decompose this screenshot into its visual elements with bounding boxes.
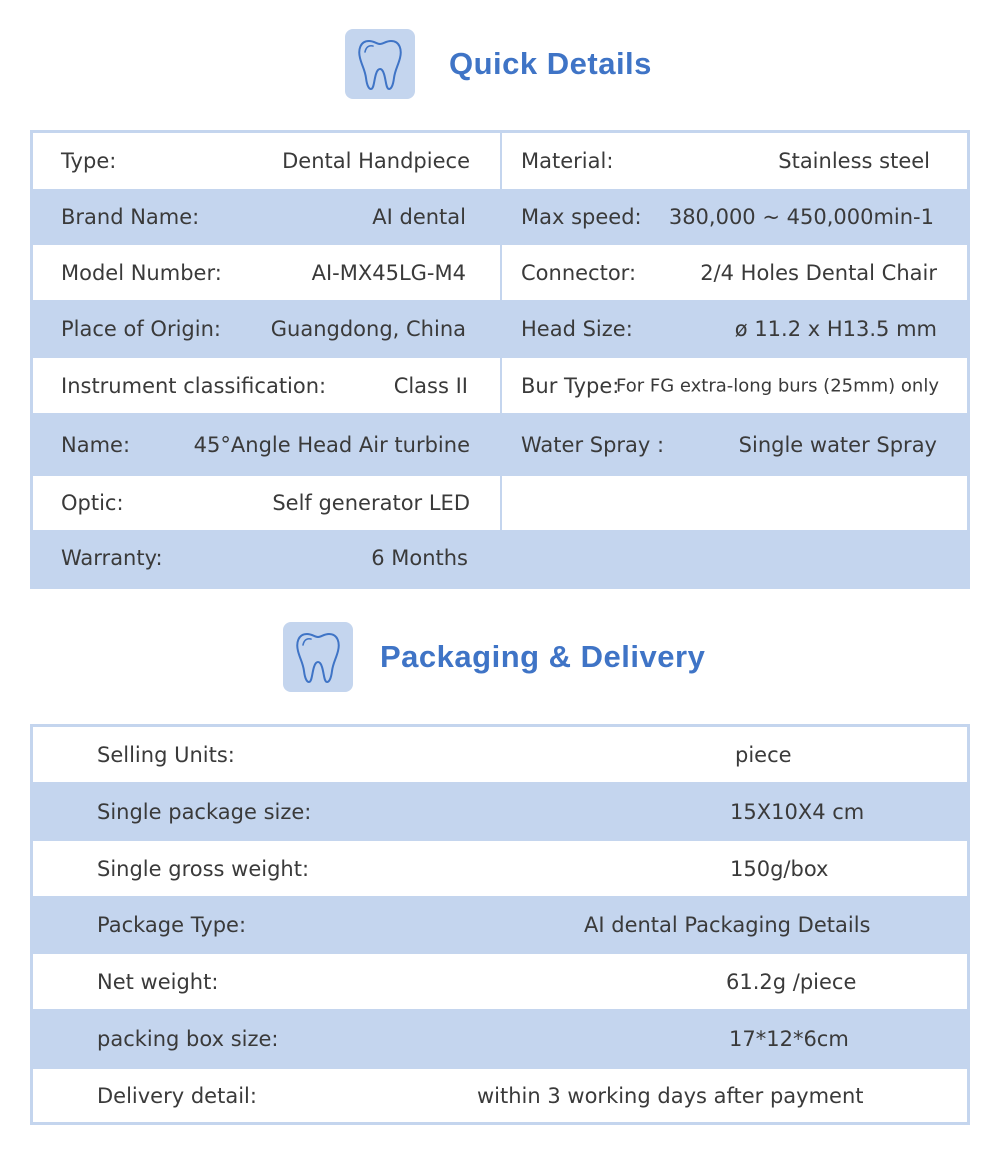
row-value: ø 11.2 x H13.5 mm <box>734 317 937 341</box>
row-value: Guangdong, China <box>270 317 466 341</box>
row-label: Optic: <box>61 491 124 515</box>
row-label: Selling Units: <box>97 742 235 767</box>
row-label: Warranty: <box>61 546 163 570</box>
table-row <box>33 133 500 189</box>
row-label: Delivery detail: <box>97 1083 257 1108</box>
tooth-icon <box>345 29 415 99</box>
table-row <box>33 300 500 358</box>
row-label: Brand Name: <box>61 205 200 229</box>
row-label: Package Type: <box>97 913 247 937</box>
table-row <box>33 476 500 530</box>
tooth-icon <box>283 622 353 692</box>
quick-details-title: Quick Details <box>449 46 652 81</box>
row-value: 15X10X4 cm <box>730 799 865 824</box>
row-value: 61.2g /piece <box>726 969 857 994</box>
table-row-empty <box>502 530 967 586</box>
table-row <box>502 245 967 300</box>
row-value: 17*12*6cm <box>729 1027 849 1051</box>
table-row <box>502 189 967 245</box>
row-label: Net weight: <box>97 969 219 994</box>
row-value: 150g/box <box>730 856 829 881</box>
row-value: 380,000 ~ 450,000min-1 <box>668 205 934 229</box>
row-value: Dental Handpiece <box>282 149 470 173</box>
row-label: Connector: <box>521 260 637 285</box>
table-row <box>33 358 500 413</box>
row-value: AI dental Packaging Details <box>584 913 871 937</box>
quick-details-left-column <box>33 133 500 586</box>
table-row <box>502 413 967 476</box>
row-label: Name: <box>61 432 131 457</box>
packaging-table <box>30 724 970 1125</box>
table-row <box>33 530 500 586</box>
table-row <box>502 133 967 189</box>
row-value: Class II <box>393 373 468 398</box>
row-label: Bur Type: <box>521 373 620 398</box>
table-row <box>33 727 967 782</box>
table-row <box>33 896 967 954</box>
table-row <box>33 1069 967 1122</box>
row-value: AI dental <box>372 205 466 229</box>
table-row <box>33 841 967 896</box>
row-value: within 3 working days after payment <box>477 1083 864 1108</box>
row-label: Head Size: <box>521 317 633 341</box>
row-label: Material: <box>521 149 614 173</box>
row-value: 45°Angle Head Air turbine <box>193 432 470 457</box>
row-label: Model Number: <box>61 260 222 285</box>
quick-details-heading <box>345 29 652 99</box>
table-row <box>502 300 967 358</box>
row-value: Single water Spray <box>738 432 937 457</box>
quick-details-right-column <box>502 133 967 586</box>
row-value: piece <box>735 742 792 767</box>
row-label: Max speed: <box>521 205 642 229</box>
row-label: Place of Origin: <box>61 317 221 341</box>
table-row <box>33 189 500 245</box>
table-row <box>502 358 967 413</box>
row-value: 2/4 Holes Dental Chair <box>700 260 937 285</box>
table-row <box>33 1009 967 1069</box>
table-row <box>33 954 967 1009</box>
row-label: Instrument classification: <box>61 373 327 398</box>
row-value: 6 Months <box>371 546 468 570</box>
row-value: For FG extra-long burs (25mm) only <box>616 375 939 396</box>
table-row <box>33 782 967 841</box>
table-row-empty <box>502 476 967 530</box>
table-row <box>33 413 500 476</box>
row-label: Type: <box>61 149 117 173</box>
row-label: Single package size: <box>97 799 312 824</box>
row-value: Self generator LED <box>272 491 470 515</box>
row-value: AI-MX45LG-M4 <box>311 260 466 285</box>
packaging-title: Packaging & Delivery <box>380 639 706 674</box>
row-label: Single gross weight: <box>97 856 310 881</box>
table-row <box>33 245 500 300</box>
row-label: packing box size: <box>97 1027 279 1051</box>
quick-details-table <box>30 130 970 589</box>
packaging-heading <box>283 622 705 692</box>
row-label: Water Spray : <box>521 432 665 457</box>
row-value: Stainless steel <box>778 149 930 173</box>
